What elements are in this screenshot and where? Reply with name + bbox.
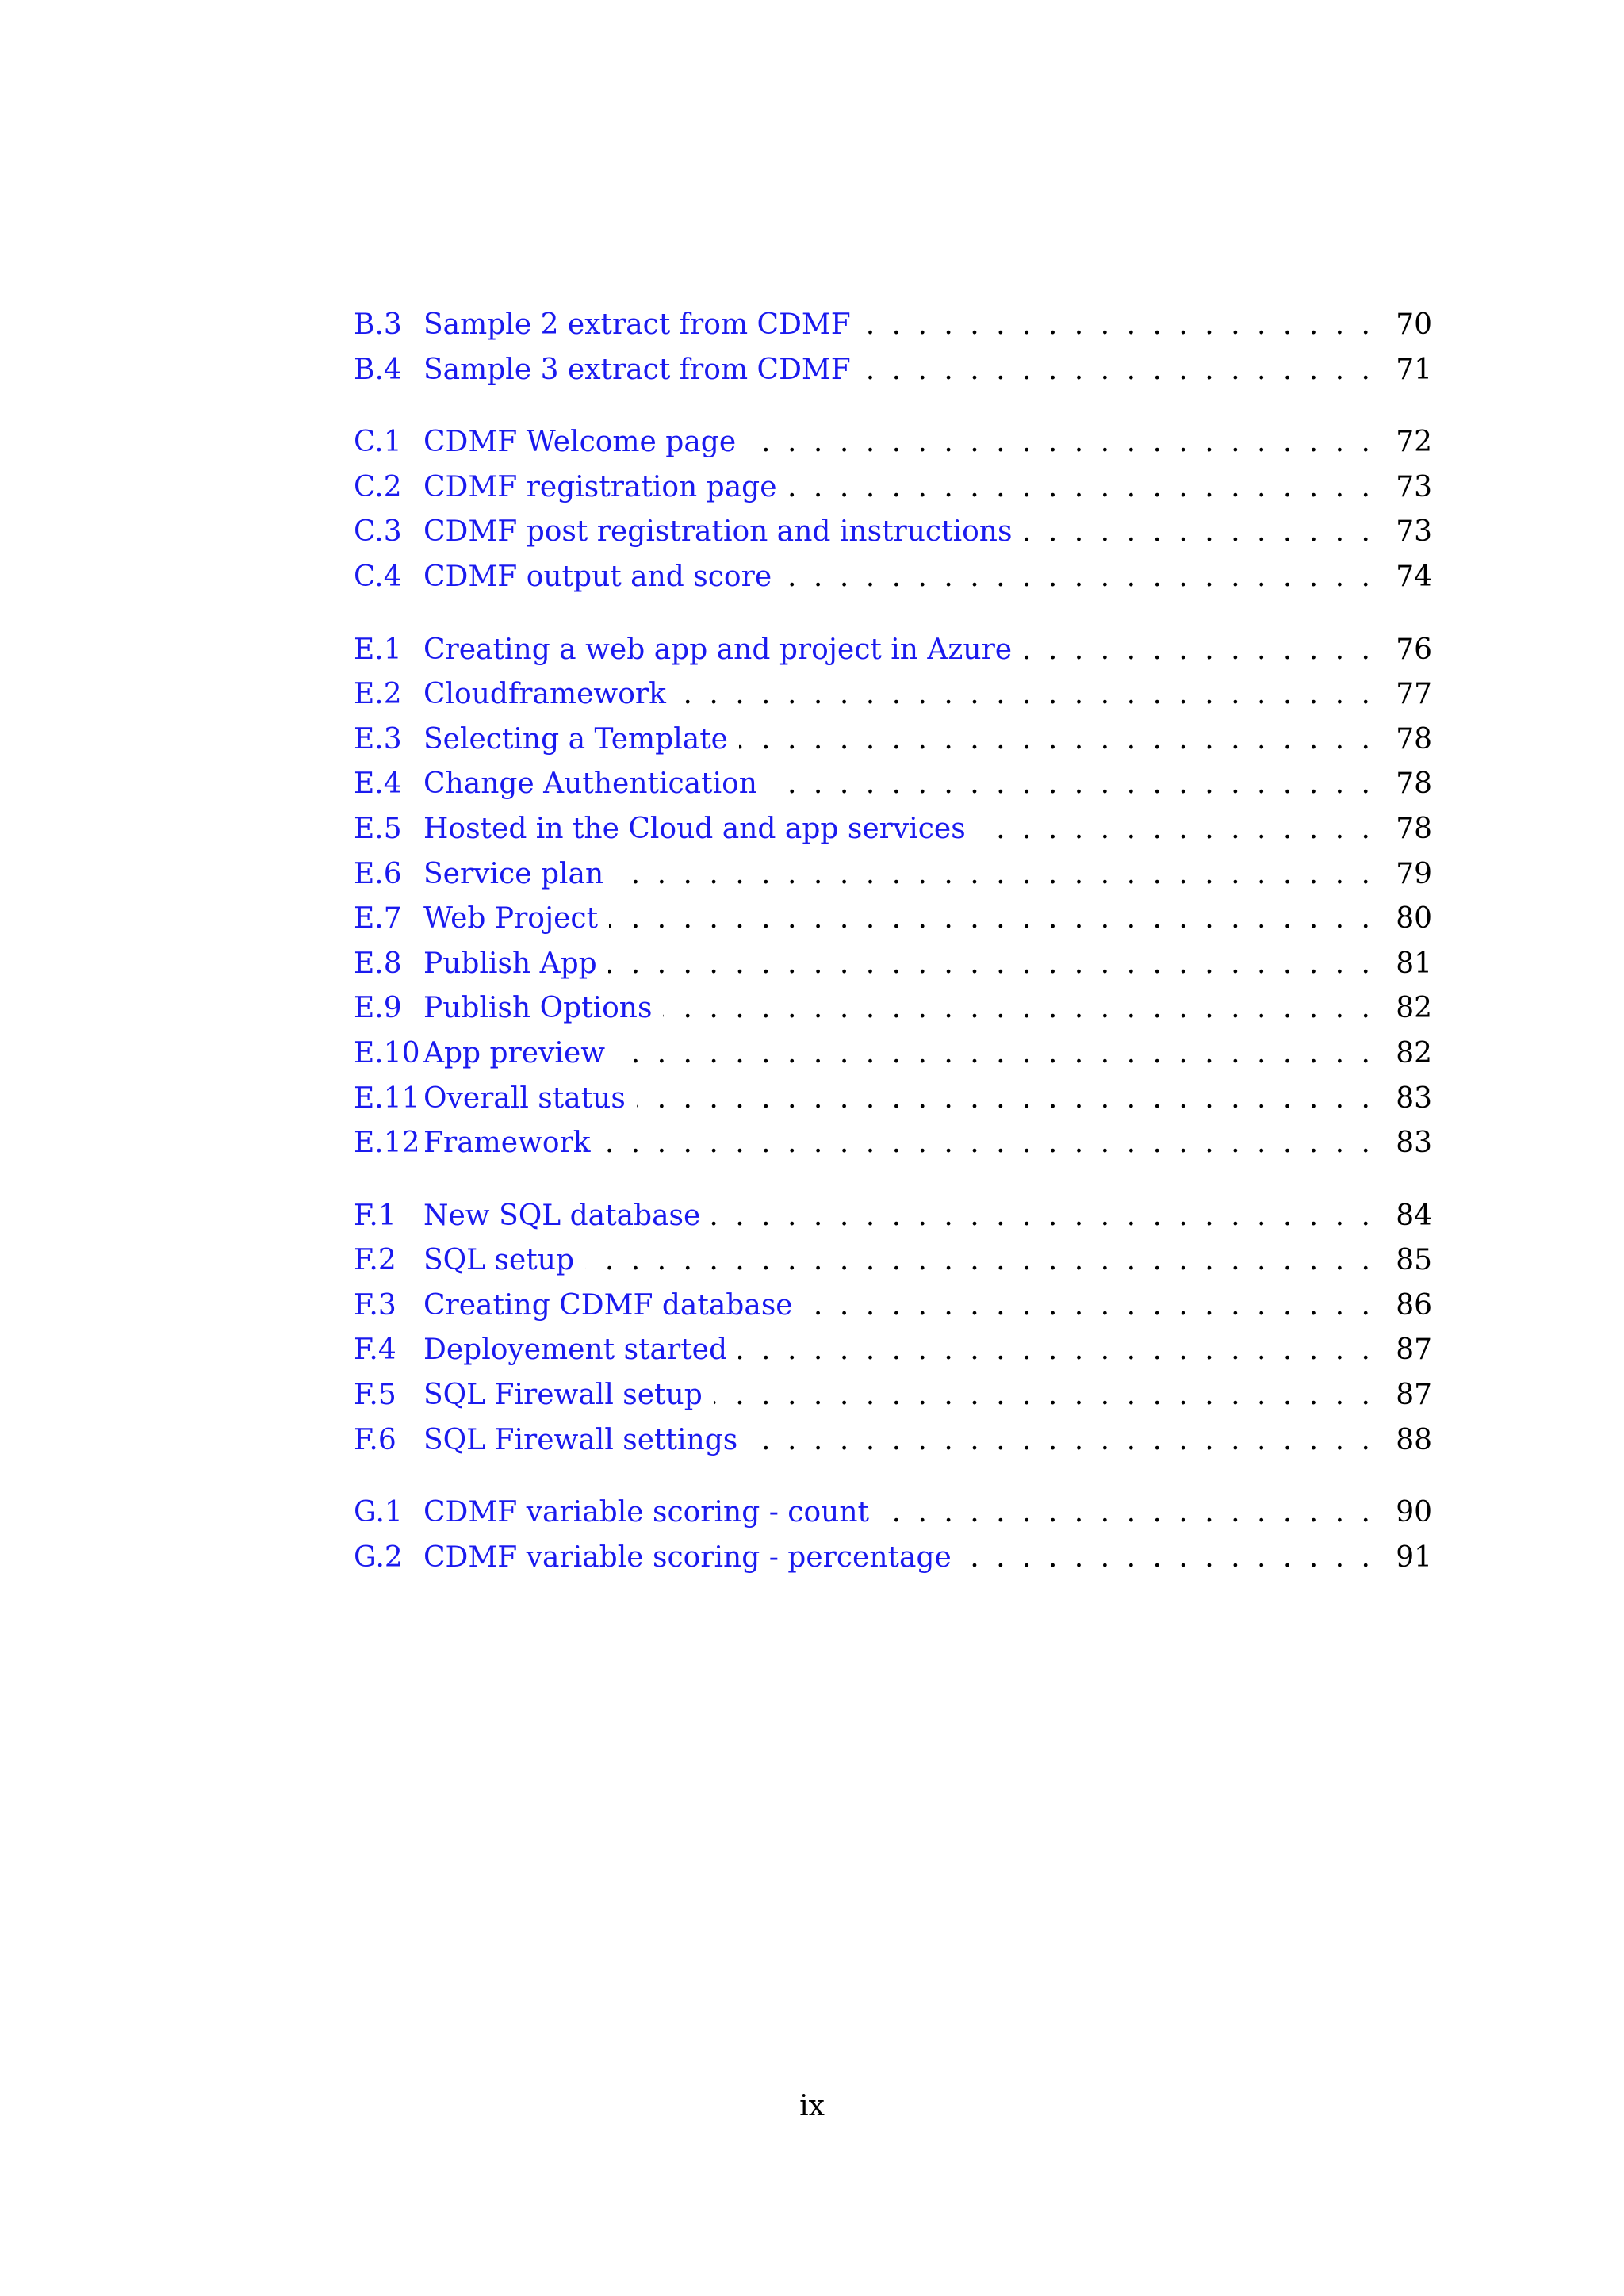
toc-entry-link[interactable] — [354, 1031, 1432, 1077]
figure-page-number: 73 — [1396, 515, 1432, 549]
figure-page-number: 88 — [1396, 1423, 1432, 1456]
dot-leader — [862, 348, 1370, 393]
toc-entry-link[interactable] — [354, 1328, 1432, 1373]
figure-number: E.9 — [354, 992, 402, 1025]
figure-number: E.2 — [354, 678, 402, 711]
figure-number: G.1 — [354, 1496, 403, 1529]
toc-group — [354, 420, 1432, 599]
figure-page-number: 82 — [1396, 1036, 1432, 1070]
dot-leader — [862, 303, 1370, 348]
dot-leader — [977, 807, 1370, 852]
figure-title: CDMF variable scoring - count — [423, 1496, 869, 1529]
dot-leader — [585, 1238, 1370, 1284]
toc-entry-link[interactable] — [354, 986, 1432, 1031]
dot-leader — [616, 1031, 1370, 1077]
figure-page-number: 84 — [1396, 1199, 1432, 1232]
figure-number: E.11 — [354, 1081, 420, 1115]
dot-leader — [788, 465, 1370, 511]
list-of-figures — [354, 303, 1432, 1608]
figure-page-number: 72 — [1396, 426, 1432, 459]
dot-leader — [739, 718, 1370, 763]
figure-page-number: 73 — [1396, 470, 1432, 503]
figure-title: CDMF output and score — [423, 560, 772, 593]
dot-leader — [783, 555, 1370, 600]
figure-title: SQL Firewall setup — [423, 1379, 703, 1412]
figure-number: F.2 — [354, 1244, 396, 1277]
figure-number: B.4 — [354, 353, 402, 386]
figure-title: CDMF Welcome page — [423, 426, 737, 459]
figure-page-number: 90 — [1396, 1496, 1432, 1529]
figure-number: G.2 — [354, 1540, 403, 1574]
toc-entry-link[interactable] — [354, 672, 1432, 718]
dot-leader — [602, 1121, 1370, 1166]
figure-page-number: 76 — [1396, 633, 1432, 666]
toc-entry-link[interactable] — [354, 1373, 1432, 1418]
toc-entry-link[interactable] — [354, 628, 1432, 673]
figure-title: Sample 2 extract from CDMF — [423, 308, 851, 341]
figure-title: Hosted in the Cloud and app services — [423, 812, 966, 845]
toc-group — [354, 303, 1432, 392]
figure-number: F.5 — [354, 1379, 396, 1412]
figure-number: C.4 — [354, 560, 402, 593]
dot-leader — [677, 672, 1370, 718]
figure-title: CDMF registration page — [423, 470, 777, 503]
figure-title: Overall status — [423, 1081, 626, 1115]
toc-entry-link[interactable] — [354, 510, 1432, 555]
figure-number: F.4 — [354, 1334, 396, 1367]
dot-leader — [1023, 628, 1370, 673]
dot-leader — [663, 986, 1370, 1031]
figure-title: Sample 3 extract from CDMF — [423, 353, 851, 386]
toc-entry-link[interactable] — [354, 1490, 1432, 1536]
toc-group — [354, 628, 1432, 1166]
figure-number: E.10 — [354, 1036, 420, 1070]
figure-number: B.3 — [354, 308, 402, 341]
figure-page-number: 82 — [1396, 992, 1432, 1025]
figure-page-number: 70 — [1396, 308, 1432, 341]
figure-page-number: 81 — [1396, 947, 1432, 980]
dot-leader — [749, 1418, 1370, 1464]
toc-entry-link[interactable] — [354, 555, 1432, 600]
figure-number: E.1 — [354, 633, 402, 666]
dot-leader — [714, 1373, 1370, 1418]
figure-title: Web Project — [423, 902, 599, 936]
figure-page-number: 80 — [1396, 902, 1432, 936]
figure-title: Service plan — [423, 857, 604, 890]
figure-page-number: 83 — [1396, 1081, 1432, 1115]
dot-leader — [637, 1077, 1370, 1122]
figure-number: F.6 — [354, 1423, 396, 1456]
figure-number: E.4 — [354, 767, 402, 801]
figure-title: SQL setup — [423, 1244, 575, 1277]
page-number-footer: ix — [799, 2090, 825, 2122]
dot-leader — [615, 852, 1370, 897]
dot-leader — [738, 1328, 1370, 1373]
figure-title: Creating CDMF database — [423, 1288, 793, 1322]
figure-number: E.3 — [354, 722, 402, 756]
figure-title: Creating a web app and project in Azure — [423, 633, 1013, 666]
figure-number: F.3 — [354, 1288, 396, 1322]
toc-entry-link[interactable] — [354, 303, 1432, 348]
figure-title: CDMF variable scoring - percentage — [423, 1540, 952, 1574]
figure-number: E.8 — [354, 947, 402, 980]
figure-number: E.12 — [354, 1127, 420, 1160]
figure-page-number: 79 — [1396, 857, 1432, 890]
toc-entry-link[interactable] — [354, 1536, 1432, 1581]
figure-title: New SQL database — [423, 1199, 701, 1232]
toc-entry-link[interactable] — [354, 1418, 1432, 1464]
figure-number: E.6 — [354, 857, 402, 890]
figure-title: CDMF post registration and instructions — [423, 515, 1013, 549]
dot-leader — [963, 1536, 1370, 1581]
dot-leader — [880, 1490, 1370, 1536]
toc-entry-link[interactable] — [354, 942, 1432, 987]
figure-title: App preview — [423, 1036, 606, 1070]
figure-title: Change Authentication — [423, 767, 757, 801]
figure-title: Publish Options — [423, 992, 653, 1025]
toc-entry-link[interactable] — [354, 1077, 1432, 1122]
toc-group — [354, 1490, 1432, 1580]
toc-entry-link[interactable] — [354, 807, 1432, 852]
toc-entry-link[interactable] — [354, 348, 1432, 393]
figure-page-number: 85 — [1396, 1244, 1432, 1277]
figure-title: SQL Firewall settings — [423, 1423, 738, 1456]
toc-entry-link[interactable] — [354, 1121, 1432, 1166]
toc-entry-link[interactable] — [354, 1194, 1432, 1239]
dot-leader — [747, 420, 1370, 465]
figure-number: C.2 — [354, 470, 402, 503]
figure-number: F.1 — [354, 1199, 396, 1232]
figure-page-number: 78 — [1396, 812, 1432, 845]
figure-page-number: 87 — [1396, 1334, 1432, 1367]
dot-leader — [768, 762, 1370, 807]
dot-leader — [804, 1284, 1370, 1329]
toc-group — [354, 1194, 1432, 1464]
figure-number: C.1 — [354, 426, 402, 459]
toc-entry-link[interactable] — [354, 718, 1432, 763]
figure-page-number: 83 — [1396, 1127, 1432, 1160]
figure-page-number: 78 — [1396, 722, 1432, 756]
dot-leader — [609, 897, 1370, 942]
figure-title: Selecting a Template — [423, 722, 728, 756]
figure-page-number: 71 — [1396, 353, 1432, 386]
figure-page-number: 74 — [1396, 560, 1432, 593]
figure-page-number: 86 — [1396, 1288, 1432, 1322]
toc-entry-link[interactable] — [354, 897, 1432, 942]
figure-page-number: 77 — [1396, 678, 1432, 711]
dot-leader — [711, 1194, 1370, 1239]
toc-entry-link[interactable] — [354, 420, 1432, 465]
toc-entry-link[interactable] — [354, 1284, 1432, 1329]
figure-number: E.5 — [354, 812, 402, 845]
figure-number: E.7 — [354, 902, 402, 936]
toc-entry-link[interactable] — [354, 465, 1432, 511]
figure-number: C.3 — [354, 515, 402, 549]
figure-title: Publish App — [423, 947, 597, 980]
dot-leader — [1023, 510, 1370, 555]
figure-page-number: 78 — [1396, 767, 1432, 801]
figure-title: Cloudframework — [423, 678, 666, 711]
toc-entry-link[interactable] — [354, 762, 1432, 807]
toc-entry-link[interactable] — [354, 1238, 1432, 1284]
figure-page-number: 91 — [1396, 1540, 1432, 1574]
figure-title: Framework — [423, 1127, 591, 1160]
figure-page-number: 87 — [1396, 1379, 1432, 1412]
figure-title: Deployement started — [423, 1334, 728, 1367]
toc-entry-link[interactable] — [354, 852, 1432, 897]
dot-leader — [608, 942, 1370, 987]
